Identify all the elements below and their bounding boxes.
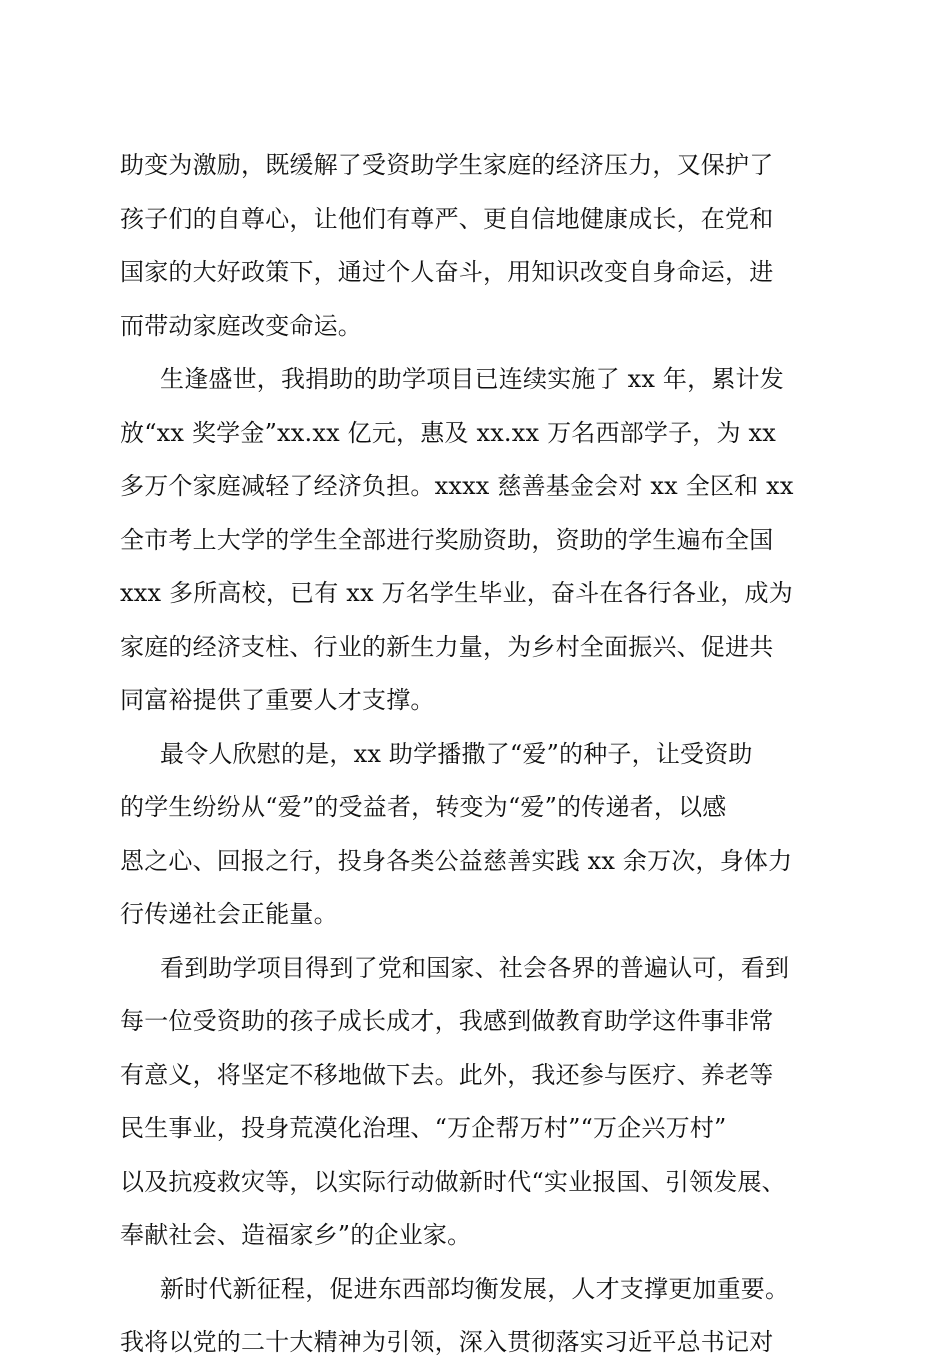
text-line: 全市考上大学的学生全部进行奖励资助，资助的学生遍布全国 <box>120 525 774 554</box>
text-line: xxx 多所高校，已有 xx 万名学生毕业，奋斗在各行各业，成为 <box>120 579 793 607</box>
text-line: 每一位受资助的孩子成长成才，我感到做教育助学这件事非常 <box>120 1007 774 1035</box>
text-line: 助变为激励，既缓解了受资助学生家庭的经济压力，又保护了 <box>120 151 774 179</box>
text-line: 国家的大好政策下，通过个人奋斗，用知识改变自身命运，进 <box>120 258 774 286</box>
text-line: 最令人欣慰的是，xx 助学播撒了“爱”的种子，让受资助 <box>160 739 753 768</box>
text-line: 恩之心、回报之行，投身各类公益慈善实践 xx 余万次，身体力 <box>120 846 793 875</box>
text-line: 生逢盛世，我捐助的助学项目已连续实施了 xx 年，累计发 <box>160 365 784 393</box>
text-line: 看到助学项目得到了党和国家、社会各界的普遍认可，看到 <box>160 953 790 982</box>
text-line: 以及抗疫救灾等，以实际行动做新时代“实业报国、引领发展、 <box>120 1167 786 1196</box>
text-line: 放“xx 奖学金”xx.xx 亿元，惠及 xx.xx 万名西部学子，为 xx <box>120 418 776 447</box>
text-line: 而带动家庭改变命运。 <box>120 311 362 340</box>
text-line: 我将以党的二十大精神为引领，深入贯彻落实习近平总书记对 <box>120 1328 774 1356</box>
document-body <box>120 139 840 1370</box>
text-line: 奉献社会、造福家乡”的企业家。 <box>120 1221 472 1249</box>
text-line: 家庭的经济支柱、行业的新生力量，为乡村全面振兴、促进共 <box>120 632 774 661</box>
text-line: 多万个家庭减轻了经济负担。xxxx 慈善基金会对 xx 全区和 xx <box>120 472 794 500</box>
text-line: 孩子们的自尊心，让他们有尊严、更自信地健康成长，在党和 <box>120 204 774 233</box>
text-line: 同富裕提供了重要人才支撑。 <box>120 686 435 714</box>
text-line: 民生事业，投身荒漠化治理、“万企帮万村”“万企兴万村” <box>120 1114 727 1142</box>
text-line: 新时代新征程，促进东西部均衡发展，人才支撑更加重要。 <box>160 1274 790 1303</box>
text-line: 有意义，将坚定不移地做下去。此外，我还参与医疗、养老等 <box>120 1060 774 1089</box>
text-line: 行传递社会正能量。 <box>120 900 338 928</box>
text-line: 的学生纷纷从“爱”的受益者，转变为“爱”的传递者，以感 <box>120 793 727 821</box>
